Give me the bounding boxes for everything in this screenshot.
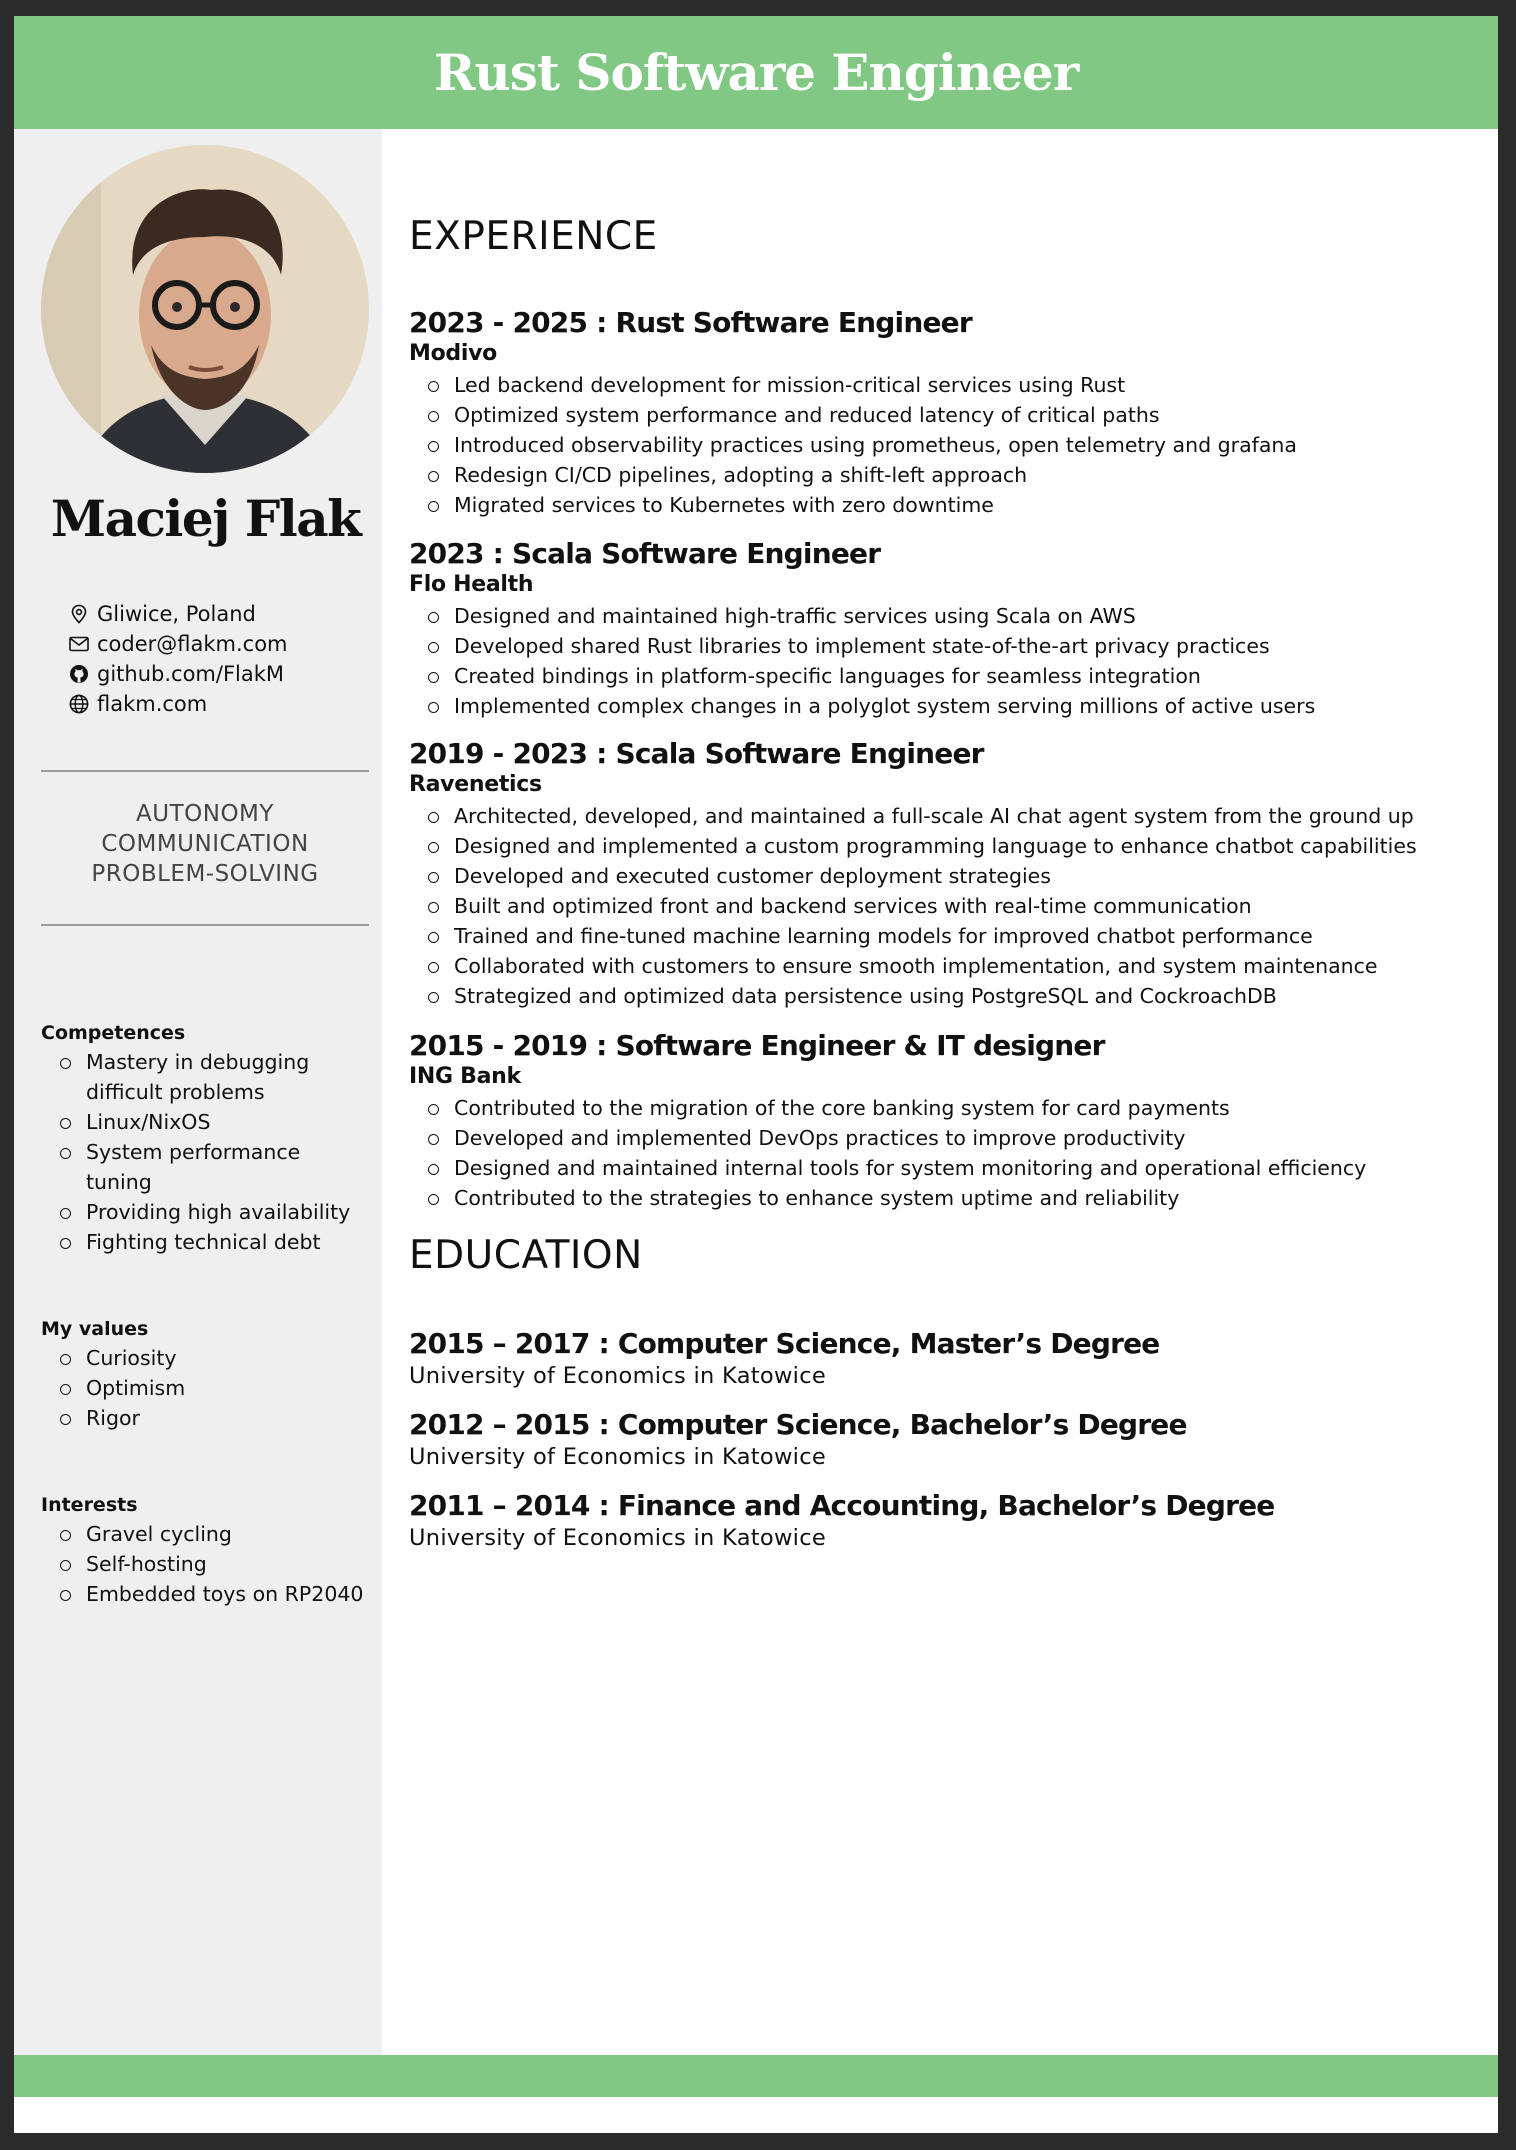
list-item: Strategized and optimized data persistence using PostgreSQL and CockroachDB	[409, 981, 1479, 1011]
contact-github[interactable]	[69, 659, 288, 689]
competences-list	[41, 1047, 381, 1257]
job-bullets	[409, 801, 1479, 1011]
education-entry	[409, 1408, 1479, 1472]
email-link[interactable]: coder@flakm.com	[97, 632, 288, 656]
footer-banner	[14, 2055, 1498, 2097]
list-item: Contributed to the migration of the core banking system for card payments	[409, 1093, 1479, 1123]
list-item: Curiosity	[41, 1343, 381, 1373]
job-entry	[409, 306, 1479, 520]
list-item: Fighting technical debt	[41, 1227, 381, 1257]
list-item: Gravel cycling	[41, 1519, 381, 1549]
list-item: Contributed to the strategies to enhance system uptime and reliability	[409, 1183, 1479, 1213]
list-item: Introduced observability practices using prometheus, open telemetry and grafana	[409, 430, 1479, 460]
job-bullets	[409, 370, 1479, 520]
job-company: ING Bank	[409, 1064, 521, 1089]
interests-section	[41, 1494, 381, 1609]
list-item: System performance tuning	[41, 1137, 341, 1197]
envelope-icon	[69, 634, 89, 654]
list-item: Architected, developed, and maintained a full-scale AI chat agent system from the ground up	[409, 801, 1479, 831]
education-entry	[409, 1327, 1479, 1391]
job-company: Ravenetics	[409, 772, 542, 797]
job-title: 2019 - 2023 : Scala Software Engineer	[409, 737, 984, 770]
list-item: Built and optimized front and backend services with real-time communication	[409, 891, 1479, 921]
interests-heading: Interests	[41, 1494, 138, 1516]
list-item: Migrated services to Kubernetes with zero downtime	[409, 490, 1479, 520]
values-section	[41, 1318, 381, 1433]
header-title: Rust Software Engineer	[433, 43, 1079, 102]
skill-keyword: COMMUNICATION	[101, 831, 309, 857]
education-title: 2015 – 2017 : Computer Science, Master’s Degree	[409, 1327, 1160, 1360]
sidebar-divider-bottom	[41, 924, 369, 926]
skill-keywords	[41, 799, 369, 889]
education-entry	[409, 1489, 1479, 1553]
github-icon	[69, 664, 89, 684]
values-heading: My values	[41, 1318, 149, 1340]
location-text: Gliwice, Poland	[97, 602, 256, 626]
map-pin-icon	[69, 604, 89, 624]
list-item: Optimized system performance and reduced latency of critical paths	[409, 400, 1479, 430]
list-item: Designed and maintained high-traffic services using Scala on AWS	[409, 601, 1479, 631]
job-title: 2023 - 2025 : Rust Software Engineer	[409, 306, 972, 339]
sidebar-divider-top	[41, 770, 369, 772]
contact-list	[69, 599, 288, 719]
competences-section	[41, 1022, 381, 1257]
resume-page	[14, 16, 1498, 2133]
job-bullets	[409, 601, 1479, 721]
list-item: Providing high availability	[41, 1197, 381, 1227]
job-bullets	[409, 1093, 1479, 1213]
education-title: 2012 – 2015 : Computer Science, Bachelor’s Degree	[409, 1408, 1187, 1441]
list-item: Trained and fine-tuned machine learning models for improved chatbot performance	[409, 921, 1479, 951]
values-list	[41, 1343, 381, 1433]
job-title: 2023 : Scala Software Engineer	[409, 537, 881, 570]
job-entry	[409, 1029, 1479, 1213]
education-heading: EDUCATION	[409, 1233, 643, 1278]
profile-photo	[41, 145, 369, 473]
list-item: Implemented complex changes in a polyglot system serving millions of active users	[409, 691, 1479, 721]
list-item: Linux/NixOS	[41, 1107, 381, 1137]
education-school: University of Economics in Katowice	[409, 1363, 827, 1389]
job-company: Flo Health	[409, 572, 534, 597]
sidebar	[14, 129, 382, 2055]
header-banner	[14, 16, 1498, 129]
list-item: Led backend development for mission-critical services using Rust	[409, 370, 1479, 400]
contact-website[interactable]	[69, 689, 288, 719]
competences-heading: Competences	[41, 1022, 186, 1044]
person-name: Maciej Flak	[50, 489, 361, 548]
contact-location	[69, 599, 288, 629]
interests-list	[41, 1519, 381, 1609]
website-link[interactable]: flakm.com	[97, 692, 208, 716]
list-item: Rigor	[41, 1403, 381, 1433]
list-item: Redesign CI/CD pipelines, adopting a shift-left approach	[409, 460, 1479, 490]
list-item: Optimism	[41, 1373, 381, 1403]
list-item: Mastery in debugging difficult problems	[41, 1047, 341, 1107]
list-item: Designed and implemented a custom programming language to enhance chatbot capabilities	[409, 831, 1479, 861]
experience-heading: EXPERIENCE	[409, 214, 658, 259]
list-item: Self-hosting	[41, 1549, 381, 1579]
education-school: University of Economics in Katowice	[409, 1525, 827, 1551]
list-item: Designed and maintained internal tools for system monitoring and operational efficiency	[409, 1153, 1479, 1183]
contact-email[interactable]	[69, 629, 288, 659]
github-link[interactable]: github.com/FlakM	[97, 662, 285, 686]
education-title: 2011 – 2014 : Finance and Accounting, Bachelor’s Degree	[409, 1489, 1275, 1522]
education-school: University of Economics in Katowice	[409, 1444, 827, 1470]
list-item: Collaborated with customers to ensure smooth implementation, and system maintenance	[409, 951, 1479, 981]
job-entry	[409, 737, 1479, 1011]
list-item: Developed and implemented DevOps practices to improve productivity	[409, 1123, 1479, 1153]
job-entry	[409, 537, 1479, 721]
list-item: Created bindings in platform-specific languages for seamless integration	[409, 661, 1479, 691]
list-item: Developed shared Rust libraries to implement state-of-the-art privacy practices	[409, 631, 1479, 661]
skill-keyword: PROBLEM-SOLVING	[91, 861, 319, 887]
job-company: Modivo	[409, 341, 497, 366]
skill-keyword: AUTONOMY	[136, 801, 274, 827]
globe-icon	[69, 694, 89, 714]
job-title: 2015 - 2019 : Software Engineer & IT designer	[409, 1029, 1105, 1062]
list-item: Embedded toys on RP2040	[41, 1579, 381, 1609]
list-item: Developed and executed customer deployment strategies	[409, 861, 1479, 891]
